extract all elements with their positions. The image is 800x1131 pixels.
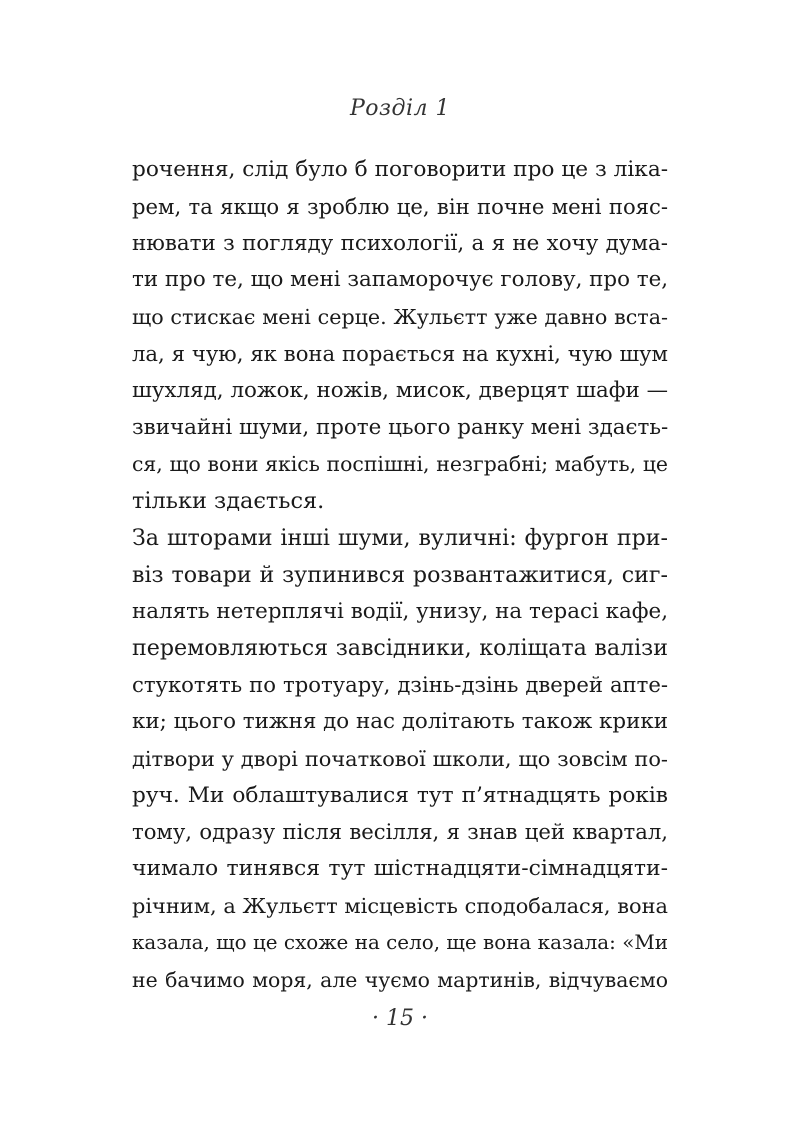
text-line: що стискає мені серце. Жульєтт уже давно вста-	[132, 305, 668, 330]
text-line: стукотять по тротуару, дзінь-дзінь дверей апте-	[132, 672, 668, 698]
text-line: нювати з погляду психології, а я не хочу дума-	[132, 230, 668, 256]
text-line: тому, одразу після весілля, я знав цей квартал,	[132, 819, 668, 845]
text-line: дітвори у дворі початкової школи, що зовсім по-	[132, 746, 668, 771]
text-line: перемовляються завсідники, коліщата валізи	[132, 635, 668, 662]
text-line: ти про те, що мені запаморочує голову, про те,	[132, 267, 668, 293]
paragraph-2	[132, 520, 668, 998]
text-line: звичайні шуми, проте цього ранку мені здаєть-	[132, 414, 668, 440]
text-line: віз товари й зупинився розвантажитися, сиг-	[132, 561, 668, 588]
text-line: казала, що це схоже на село, ще вона казала: «Ми	[132, 930, 668, 954]
text-line: руч. Ми облаштувалися тут п’ятнадцять років	[132, 782, 668, 808]
text-line: ла, я чую, як вона порається на кухні, чую шум	[132, 340, 668, 366]
text-line: рем, та якщо я зроблю це, він почне мені пояс-	[132, 193, 668, 219]
text-line: річним, а Жульєтт місцевість сподобалася, вона	[132, 893, 668, 918]
page-number: · 15 ·	[372, 1006, 428, 1031]
text-line: чимало тинявся тут шістнадцяти-сімнадцяти-	[132, 856, 668, 882]
running-head: Розділ 1	[349, 96, 451, 121]
text-line: ся, що вони якісь поспішні, незграбні; мабуть, це	[132, 452, 668, 477]
text-line: За шторами інші шуми, вуличні: фургон при-	[132, 525, 668, 551]
text-line: тільки здається.	[132, 488, 325, 515]
text-line: налять нетерплячі водії, унизу, на терасі кафе,	[132, 598, 668, 624]
text-line: рочення, слід було б поговорити про це з ліка-	[132, 157, 668, 182]
text-line: ки; цього тижня до нас долітають також крики	[132, 708, 668, 734]
text-line: не бачимо моря, але чуємо мартинів, відчуваємо	[132, 967, 668, 992]
text-line: шухляд, ложок, ножів, мисок, дверцят шафи —	[132, 377, 668, 403]
paragraph-1	[132, 152, 668, 520]
